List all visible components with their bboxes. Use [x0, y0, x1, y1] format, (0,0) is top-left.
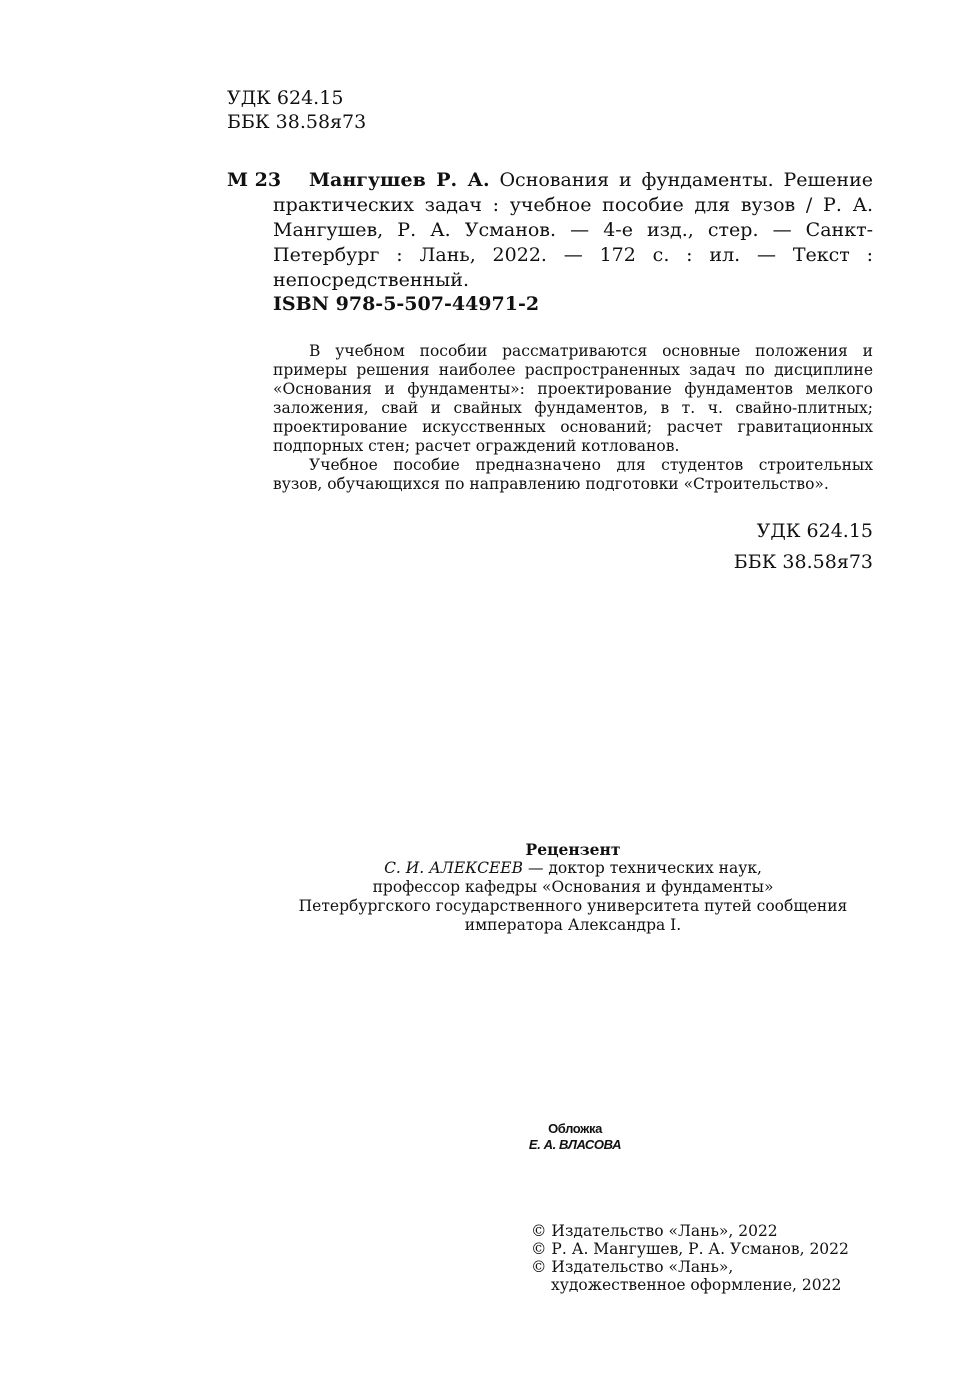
reviewer-line: Петербургского государственного университета путей сообщения [298, 897, 848, 915]
udk-code: УДК 624.15 [227, 87, 344, 109]
abstract-paragraph: Учебное пособие предназначено для студентов строительных вузов, обучающихся по направлению подготовки «Строительство». [273, 456, 873, 493]
reviewer-title: — доктор технических наук, [523, 859, 762, 877]
cover-designer: Е. А. ВЛАСОВА [528, 1137, 622, 1152]
copyright-block [531, 1222, 849, 1294]
bbk-code: ББК 38.58я73 [733, 551, 873, 573]
reviewer-line: профессор кафедры «Основания и фундаменты» [372, 878, 774, 896]
bbk-code: ББК 38.58я73 [227, 111, 367, 133]
entry-description: Основания и фундаменты. Решение практических задач : учебное пособие для вузов / Р. А. Мангушев, Р. А. Усманов. — 4-е изд., стер. — Санкт-Петербург : Лань, 2022. — 172 с. : ил. — Текст : непосредственный. [273, 169, 873, 291]
copyright-line: © Р. А. Мангушев, Р. А. Усманов, 2022 [531, 1240, 849, 1258]
entry-author: Мангушев Р. А. [309, 169, 490, 191]
classification-bottom [734, 516, 873, 578]
cover-credit [420, 1121, 730, 1153]
author-mark: М 23 [227, 169, 282, 191]
cover-heading: Обложка [548, 1121, 602, 1136]
abstract-paragraph: В учебном пособии рассматриваются основные положения и примеры решения наиболее распространенных задач по дисциплине «Основания и фундаменты»: проектирование фундаментов мелкого заложения, свай и свайных фундаментов, в т. ч. свайно-плитных; проектирование искусственных оснований; расчет гравитационных подпорных стен; расчет ограждений котлованов. [273, 342, 873, 455]
bibliographic-entry [273, 168, 873, 293]
copyright-line: © Издательство «Лань», 2022 [531, 1222, 778, 1240]
copyright-line: © Издательство «Лань», [531, 1258, 734, 1276]
isbn: ISBN 978-5-507-44971-2 [273, 293, 540, 315]
reviewer-line: императора Александра I. [464, 916, 682, 934]
udk-code: УДК 624.15 [756, 520, 873, 542]
copyright-line: художественное оформление, 2022 [551, 1276, 842, 1294]
reviewer-block [273, 840, 873, 935]
reviewer-line [273, 859, 873, 878]
abstract [273, 342, 873, 494]
classification-top [227, 86, 366, 134]
reviewer-heading: Рецензент [525, 840, 621, 859]
reviewer-name: С. И. АЛЕКСЕЕВ [384, 859, 524, 877]
